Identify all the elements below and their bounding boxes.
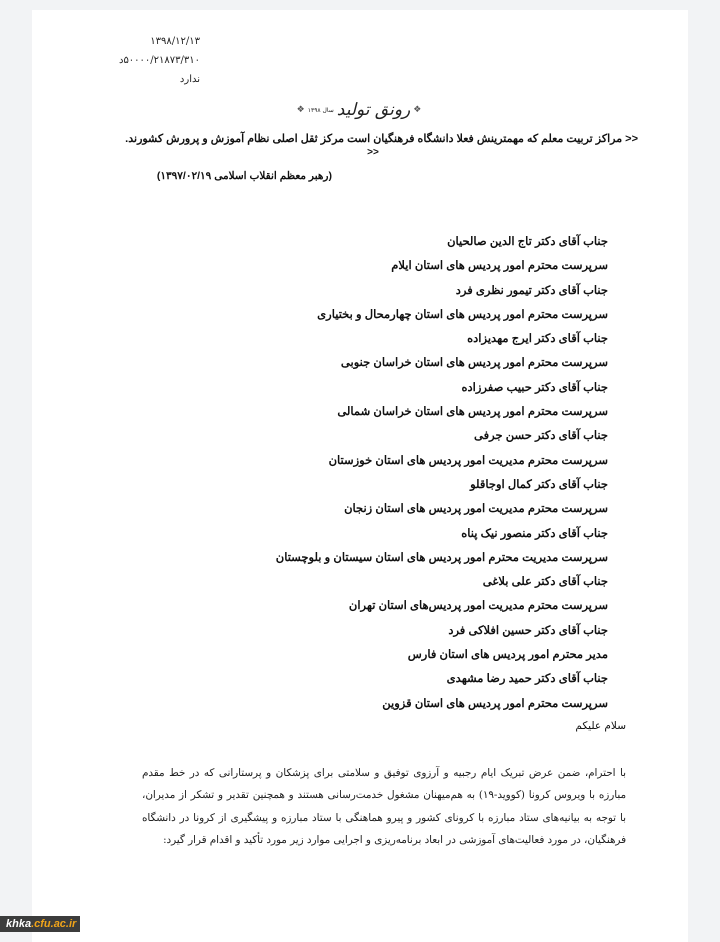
recipient-name: جناب آقای دکتر کمال اوجاقلو — [470, 478, 608, 491]
recipient-title: سرپرست محترم امور پردیس های استان چهارمحال و بختیاری — [317, 308, 608, 321]
ornament-icon: ❖ — [413, 105, 422, 115]
greeting: سلام علیکم — [575, 720, 626, 732]
recipient-title: سرپرست محترم امور پردیس های استان خراسان شمالی — [337, 406, 608, 419]
recipient-title: سرپرست محترم مدیریت امور پردیس های استان زنجان — [344, 503, 608, 516]
recipient-title: سرپرست محترم مدیریت امور پردیس های استان خوزستان — [328, 454, 608, 467]
slogan-text: رونق تولید — [336, 100, 411, 120]
recipient-name: جناب آقای دکتر علی بلاغی — [482, 576, 608, 589]
recipient-name: جناب آقای دکتر حبیب صفرزاده — [461, 381, 608, 394]
recipient-name: جناب آقای دکتر منصور نیک پناه — [461, 527, 608, 540]
slogan-year: سال ۱۳۹۸ — [307, 106, 334, 114]
letter-date: ۱۳۹۸/۱۲/۱۳ — [150, 36, 200, 47]
watermark-part2: .cfu.ac.ir — [31, 918, 77, 930]
recipient-name: جناب آقای دکتر تاج الدین صالحیان — [447, 236, 608, 248]
document-page — [32, 10, 688, 942]
recipient-title: سرپرست محترم امور پردیس های استان خراسان جنوبی — [340, 357, 608, 370]
quote-closing-mark: >> — [367, 147, 379, 158]
quote-source: (رهبر معظم انقلاب اسلامی ۱۳۹۷/۰۲/۱۹) — [156, 170, 332, 182]
recipient-title: سرپرست محترم امور پردیس های استان ایلام — [391, 260, 608, 273]
recipient-name: جناب آقای دکتر حسین افلاکی فرد — [448, 624, 608, 637]
recipient-title: سرپرست محترم مدیریت امور پردیس‌های استان تهران — [348, 600, 608, 613]
recipient-title: سرپرست مدیریت محترم امور پردیس های استان سیستان و بلوچستان — [275, 551, 608, 564]
letter-number: ۵۰۰۰۰/۲۱۸۷۳/۳۱۰د — [118, 55, 200, 66]
leader-quote: << مراکز تربیت معلم که مهمترینش فعلا دانشگاه فرهنگیان است مرکز ثقل اصلی نظام آموزش و پرورش کشورند. — [125, 133, 638, 145]
letter-body: با احترام، ضمن عرض تبریک ایام رجبیه و آرزوی توفیق و سلامتی برای پزشکان و پرستارانی که در خط مقدم مبارزه با ویروس کرونا (کووید-۱۹) به هم‌میهنان مشغول خدمت‌رسانی هستند و همچنین تقدیر و تشکر از مدیران، با توجه به بیانیه‌های ستاد مبارزه با کرونای کشور و پیرو هماهنگی با ستاد مبارزه و پیشگیری از کرونا در دانشگاه فرهنگیان، در مورد فعالیت‌های آموزشی در ابعاد برنامه‌ریزی و اجرایی موارد زیر مورد تأکید و اقدام قرار گیرد: — [142, 767, 626, 846]
year-slogan — [294, 94, 424, 126]
ornament-icon: ❖ — [296, 105, 305, 115]
letter-attachment: ندارد — [179, 74, 200, 85]
recipient-title: سرپرست محترم امور پردیس های استان قزوین — [382, 697, 608, 710]
watermark-part1: khka — [6, 918, 32, 930]
recipient-name: جناب آقای دکتر حسن جرفی — [474, 430, 608, 443]
recipient-name: جناب آقای دکتر حمید رضا مشهدی — [446, 673, 608, 686]
recipient-title: مدیر محترم امور پردیس های استان فارس — [407, 649, 608, 662]
recipient-name: جناب آقای دکتر تیمور نظری فرد — [455, 284, 608, 297]
site-watermark — [0, 916, 80, 932]
recipient-name: جناب آقای دکتر ایرج مهدیزاده — [467, 333, 608, 346]
recipient-list — [232, 230, 608, 716]
